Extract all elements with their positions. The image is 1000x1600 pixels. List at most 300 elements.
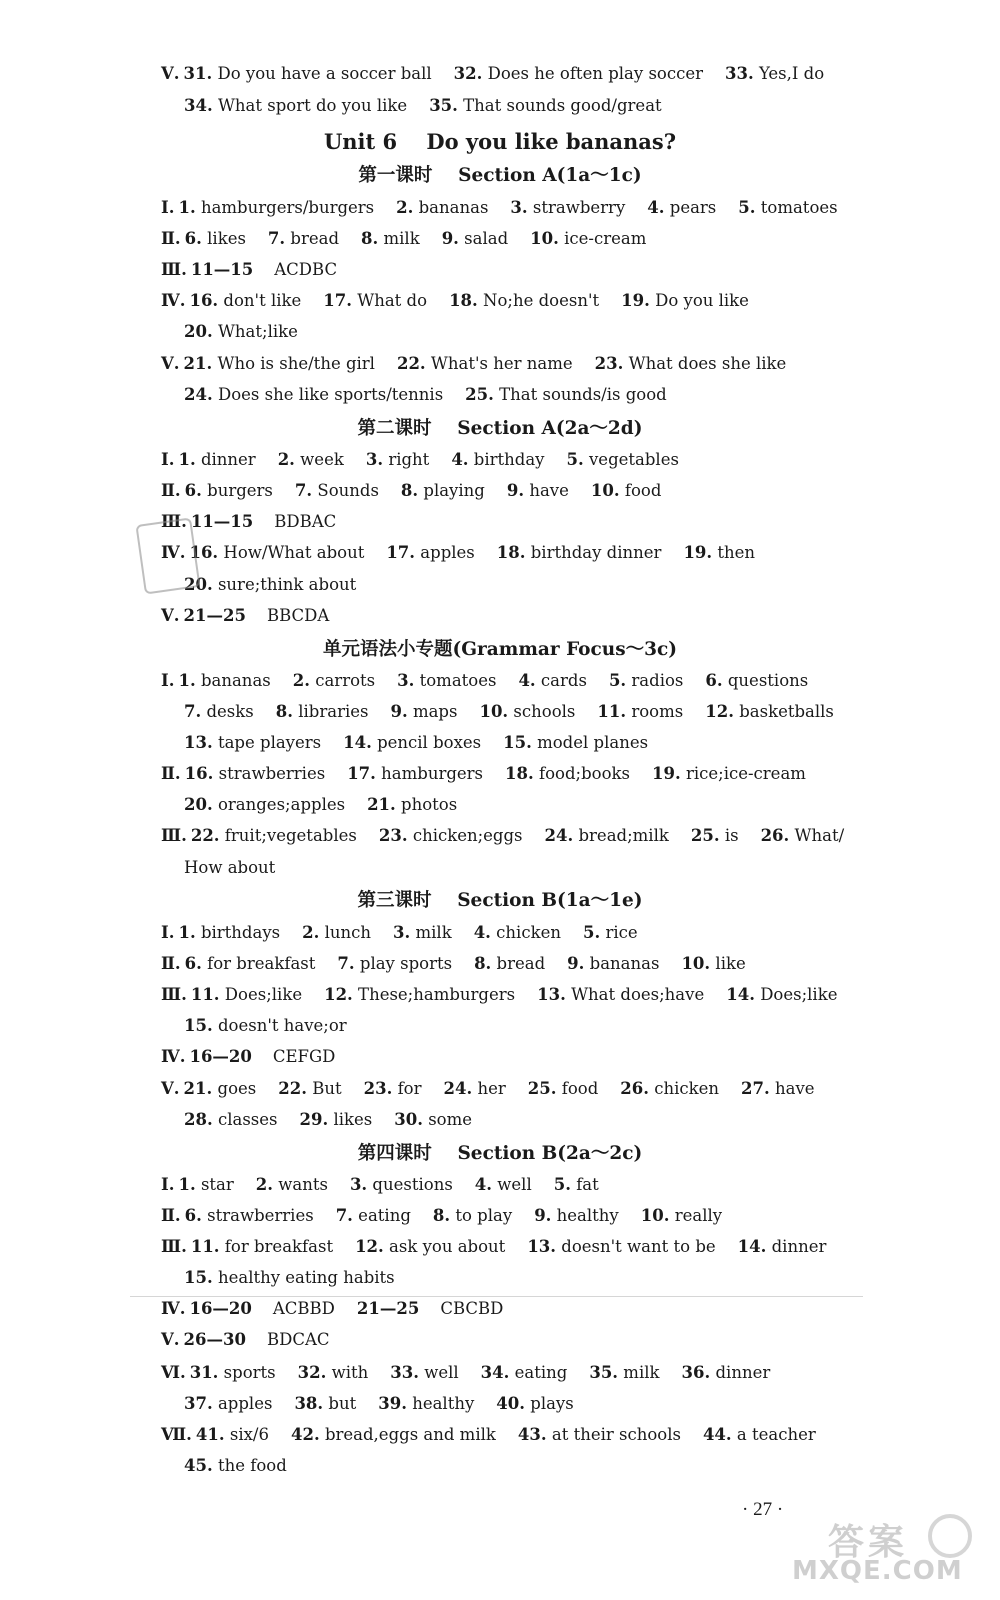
question-group-numeral: Ⅱ. [161,229,181,248]
answer-line [0,352,1000,376]
answer-text: hamburgers/burgers [195,198,375,217]
answer-item [761,824,845,848]
answer-number: 26. [620,1079,649,1098]
answer-item [276,700,369,724]
answer-item [454,62,703,86]
answer-number: 14. [343,733,372,752]
answer-item [379,824,523,848]
answer-item [178,1173,233,1197]
answer-text: really [669,1206,723,1225]
answer-item [291,1423,496,1447]
answer-text: classes [212,1110,278,1129]
question-group-numeral: Ⅴ. [161,1330,180,1349]
answer-text: play sports [354,954,453,973]
answer-item [510,196,625,220]
answer-number: 32. [453,64,483,83]
answer-number: 18. [449,291,478,310]
answer-number: 2. [277,450,295,469]
answer-number: 35. [589,1363,619,1382]
answer-text: ask you about [383,1237,506,1256]
answer-item [681,952,745,976]
answer-item [184,352,375,376]
answer-text: CBCBD [419,1299,504,1318]
answer-number: 4. [473,923,491,942]
answer-item [479,700,575,724]
answer-text: bananas [584,954,660,973]
answer-text: milk [378,229,420,248]
answer-item [367,793,457,817]
answer-text: at their schools [546,1425,681,1444]
answer-item [396,196,488,220]
answer-number: 12. [324,985,353,1004]
answer-number: 38. [294,1394,324,1413]
answer-number: 22. [396,354,426,373]
answer-text: bread,eggs and milk [319,1425,496,1444]
answer-number: 20. [184,795,213,814]
answer-line [0,700,1000,724]
answer-text: healthy [406,1394,475,1413]
answer-number: 1. [178,1175,196,1194]
answer-item [300,1108,373,1132]
answer-number: 16. [189,543,219,562]
answer-item [184,1108,278,1132]
answer-text: Do you like [649,291,749,310]
answer-text: food [556,1079,599,1098]
answer-item [567,952,659,976]
answer-line [0,604,1000,628]
answer-item [185,479,273,503]
answer-number: 31. [189,1363,219,1382]
question-group-numeral: Ⅶ. [161,1425,192,1444]
answer-number: 5. [566,450,584,469]
answer-item [442,227,508,251]
answer-item [741,1077,815,1101]
answer-item [691,824,739,848]
answer-number: 27. [741,1079,770,1098]
answer-text: sports [218,1363,276,1382]
answer-item [527,1235,715,1259]
answer-number: 17. [386,543,416,562]
answer-line [0,793,1000,817]
answer-number: 4. [518,671,536,690]
answer-item [185,1204,314,1228]
answer-item [357,1297,503,1321]
answer-item [355,1235,505,1259]
answer-text: bread [491,954,546,973]
answer-item [185,762,326,786]
answer-item [507,479,569,503]
answer-text: milk [618,1363,660,1382]
answer-number: 15. [184,1016,213,1035]
answer-item [647,196,716,220]
answer-line [0,824,1000,848]
section-heading: 第四课时 Section B(2a～2c) [357,1143,643,1164]
answer-line [0,62,1000,86]
question-group-numeral: Ⅱ. [161,764,181,783]
answer-number: 28. [184,1110,213,1129]
answer-line [0,1266,1000,1290]
answer-number: 10. [590,481,620,500]
answer-number: 16—20 [189,1299,252,1318]
answer-number: 6. [184,1206,202,1225]
answer-line [0,1361,1000,1385]
answer-text: Who is she/the girl [212,354,375,373]
answer-item [184,94,407,118]
answer-text: likes [328,1110,373,1129]
answer-number: 22. [278,1079,307,1098]
answer-number: 7. [184,702,202,721]
answer-number: 4. [451,450,469,469]
answer-number: 10. [681,954,711,973]
answer-line [0,383,1000,407]
answer-item [324,983,515,1007]
answer-item [705,669,808,693]
answer-text: Does he often play soccer [482,64,703,83]
answer-number: 9. [390,702,408,721]
answer-number: 21. [183,1079,213,1098]
answer-item [184,793,345,817]
answer-item [336,1204,411,1228]
answer-text: milk [410,923,452,942]
answer-item [429,94,661,118]
answer-number: 8. [275,702,293,721]
answer-number: 26—30 [183,1330,246,1349]
answer-item [185,227,246,251]
answer-item [295,479,379,503]
answer-number: 23. [363,1079,393,1098]
answer-line [0,1204,1000,1228]
answer-number: 6. [184,229,202,248]
answer-number: 19. [621,291,650,310]
answer-number: 7. [294,481,313,500]
answer-text: playing [418,481,485,500]
answer-number: 24. [184,385,213,404]
answer-item [738,1235,827,1259]
answer-number: 19. [683,543,713,562]
question-group-numeral: Ⅱ. [161,1206,181,1225]
answer-number: 21. [367,795,396,814]
answer-text: chicken [490,923,561,942]
answer-text: the food [212,1456,287,1475]
answer-number: 40. [496,1394,526,1413]
answer-text: birthday dinner [525,543,662,562]
answer-number: 18. [496,543,526,562]
answer-text: to play [450,1206,513,1225]
answer-number: 18. [505,764,534,783]
answer-text: pencil boxes [371,733,482,752]
answer-line [0,1235,1000,1259]
answer-text: rice;ice-cream [680,764,806,783]
answer-number: 23. [594,354,624,373]
answer-number: 14. [737,1237,767,1256]
answer-item [294,1392,356,1416]
answer-number: 2. [396,198,414,217]
answer-number: 11—15 [190,512,254,531]
answer-text: ice-cream [558,229,647,248]
answer-number: 3. [365,450,384,469]
answer-item [496,1392,573,1416]
answer-number: 10. [479,702,509,721]
answer-line [0,258,1000,282]
answer-text: maps [407,702,458,721]
answer-text: tape players [212,733,322,752]
answer-text: hamburgers [375,764,484,783]
answer-text: questions [367,1175,453,1194]
question-group-numeral: Ⅱ. [161,481,181,500]
answer-text: schools [508,702,576,721]
answer-number: 23. [378,826,408,845]
answer-number: 10. [530,229,559,248]
answer-item [726,983,837,1007]
answer-text: BDCAC [245,1330,330,1349]
answer-item [184,1454,287,1478]
answer-text: radios [626,671,684,690]
watermark-text-bottom: MXQE.COM [792,1556,963,1586]
answer-item [189,541,364,565]
answer-line [0,731,1000,755]
question-group-numeral: Ⅱ. [161,954,181,973]
answer-text: dinner [710,1363,771,1382]
stamp-mark [135,517,200,594]
section-heading: 第一课时 Section A(1a～1c) [358,165,642,186]
answer-item [620,1077,719,1101]
answer-item [465,383,667,407]
answer-number: 32. [297,1363,327,1382]
answer-text: bananas [413,198,489,217]
answer-number: 7. [335,1206,353,1225]
answer-item [683,541,755,565]
answer-text: chicken;eggs [407,826,523,845]
question-group-numeral: Ⅰ. [161,450,175,469]
answer-text: ACBBD [251,1299,335,1318]
answer-number: 5. [553,1175,571,1194]
answer-number: 2. [292,671,310,690]
answer-item [475,1173,532,1197]
answer-text: bread [285,229,340,248]
answer-item [178,196,374,220]
answer-item [178,448,255,472]
answer-number: 8. [432,1206,451,1225]
answer-number: 13. [184,733,213,752]
answer-item [393,921,452,945]
answer-item [537,983,704,1007]
answer-number: 6. [705,671,723,690]
answer-item [350,1173,453,1197]
answer-item [184,383,443,407]
answer-item [184,62,432,86]
answer-item [189,1297,334,1321]
answer-text: pears [664,198,717,217]
question-group-numeral: Ⅰ. [161,1175,175,1194]
answer-item [364,1077,422,1101]
answer-item [361,227,420,251]
answer-number: 21. [183,354,213,373]
answer-number: 11. [597,702,627,721]
answer-item [530,227,646,251]
answer-text: Yes,I do [753,64,825,83]
answer-line [0,94,1000,118]
answer-text: don't like [218,291,302,310]
answer-item [497,541,662,565]
answer-text: Sounds [312,481,379,500]
answer-text: dinner [195,450,256,469]
answer-text: BBCDA [245,606,330,625]
answer-item [293,669,375,693]
answer-text: for breakfast [201,954,316,973]
answer-number: 12. [355,1237,384,1256]
answer-item [451,448,544,472]
answer-number: 5. [608,671,627,690]
question-group-numeral: Ⅰ. [161,923,175,942]
answer-number: 15. [503,733,532,752]
answer-text: What's her name [425,354,573,373]
answer-item [641,1204,722,1228]
question-group-numeral: Ⅲ. [161,260,187,279]
question-group-numeral: Ⅴ. [161,1079,180,1098]
answer-text: model planes [531,733,649,752]
question-group-numeral: Ⅳ. [161,291,186,310]
answer-line [0,921,1000,945]
answer-number: 4. [647,198,665,217]
answer-text: Do you have a soccer ball [212,64,432,83]
answer-text: What do [352,291,428,310]
answer-text: How/What about [218,543,365,562]
answer-text: is [719,826,739,845]
answer-text: have [524,481,569,500]
answer-item [401,479,485,503]
answer-number: 5. [582,923,601,942]
answer-text: salad [458,229,509,248]
answer-item [184,731,321,755]
answer-item [298,1361,369,1385]
answer-item [184,604,330,628]
answer-item [184,1014,347,1038]
question-group-numeral: Ⅲ. [161,1237,187,1256]
answer-line [0,856,1000,880]
answer-number: 43. [517,1425,547,1444]
answer-line [0,1297,1000,1321]
answer-item [343,731,481,755]
answer-text: but [323,1394,357,1413]
answer-number: 45. [184,1456,213,1475]
answer-item [190,1361,276,1385]
answer-line [0,320,1000,344]
answer-text: tomatoes [414,671,497,690]
answer-number: 44. [702,1425,732,1444]
answer-text: tomatoes [755,198,838,217]
answer-line [0,762,1000,786]
answer-text: No;he doesn't [477,291,600,310]
question-group-numeral: Ⅴ. [161,606,180,625]
answer-number: 19. [652,764,681,783]
answer-item [449,289,599,313]
answer-number: 26. [760,826,790,845]
question-group-numeral: Ⅳ. [161,1047,186,1066]
answer-number: 36. [681,1363,711,1382]
answer-number: 11. [190,985,220,1004]
answer-text: apples [415,543,475,562]
question-group-numeral: Ⅲ. [161,512,187,531]
answer-number: 12. [705,702,734,721]
answer-number: 24. [443,1079,473,1098]
answer-text: some [422,1110,473,1129]
question-group-numeral: Ⅴ. [161,64,180,83]
answer-text: eating [509,1363,568,1382]
answer-number: 13. [537,985,566,1004]
answer-item [589,1361,659,1385]
answer-number: 6. [184,481,202,500]
answer-text: food;books [533,764,630,783]
answer-text: star [195,1175,234,1194]
answer-item [347,762,483,786]
answer-number: 9. [506,481,525,500]
answer-text: for [392,1079,422,1098]
answer-text: with [326,1363,369,1382]
answer-item [191,824,357,848]
answer-text: What/ [789,826,845,845]
answer-text: BDBAC [253,512,337,531]
watermark-text-top: 答案 [828,1522,909,1563]
answer-text: fruit;vegetables [219,826,357,845]
answer-item [184,1266,395,1290]
answer-text: ACDBC [253,260,338,279]
answer-line [0,983,1000,1007]
answer-item [184,1328,330,1352]
answer-number: 25. [465,385,494,404]
answer-number: 7. [267,229,286,248]
divider-line [130,1296,863,1297]
answer-item [703,1423,816,1447]
answer-number: 11—15 [190,260,254,279]
answer-text: sure;think about [212,575,357,594]
answer-text: rice [600,923,638,942]
answer-line [0,952,1000,976]
answer-line [0,1045,1000,1069]
answer-number: 3. [397,671,415,690]
answer-item [397,352,573,376]
answer-item [323,289,427,313]
answer-number: 11. [190,1237,220,1256]
answer-text: six/6 [224,1425,269,1444]
answer-number: 2. [302,923,320,942]
answer-item [583,921,638,945]
answer-item [597,700,683,724]
answer-text: her [472,1079,506,1098]
answer-item [518,1423,681,1447]
answer-item [394,1108,472,1132]
answer-item [337,952,452,976]
answer-text: What does;have [565,985,705,1004]
answer-number: 1. [178,671,196,690]
answer-text: What;like [212,322,298,341]
answer-item [503,731,648,755]
answer-text: carrots [309,671,376,690]
question-group-numeral: Ⅳ. [161,543,186,562]
question-group-numeral: Ⅲ. [161,985,187,1004]
answer-item [591,479,662,503]
answer-line [0,448,1000,472]
answer-item [178,669,270,693]
answer-item [178,921,280,945]
answer-item [545,824,669,848]
answer-number: 21—25 [356,1299,420,1318]
answer-text: bread;milk [573,826,669,845]
answer-item [184,1392,272,1416]
answer-number: 20. [184,322,213,341]
answer-text: That sounds good/great [457,96,662,115]
answer-line [0,669,1000,693]
answer-text: strawberries [213,764,326,783]
